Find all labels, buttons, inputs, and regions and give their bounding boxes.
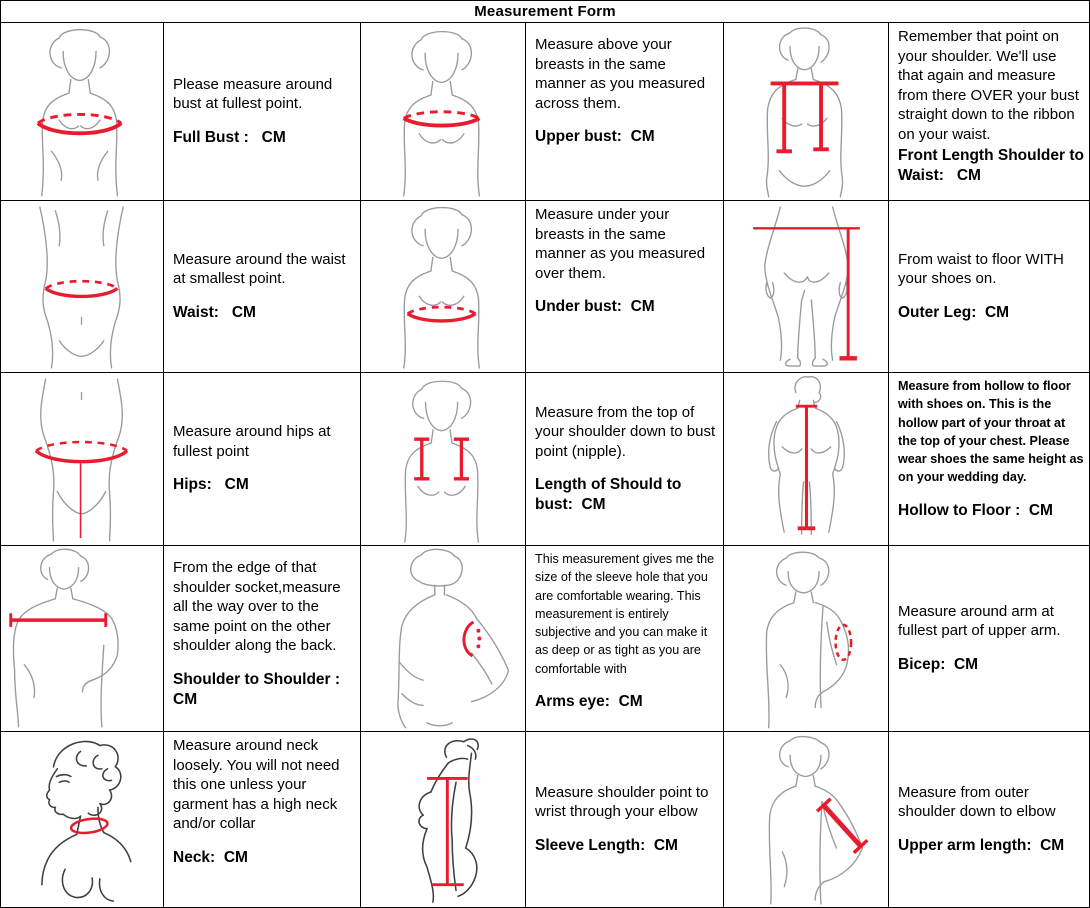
- waist-label: Waist: CM: [173, 303, 256, 321]
- front-length-label: Front Length Shoulder to Waist: CM: [898, 147, 1089, 185]
- cell-outer-leg-figure: [724, 201, 889, 373]
- page-title: Measurement Form: [1, 1, 1090, 23]
- cell-shoulder-to-bust-text: [526, 373, 724, 546]
- cell-arms-eye-text: [526, 546, 724, 732]
- hollow-to-floor-instruction: Measure from hollow to floor with shoes on. This is the hollow part of your throat at the top of your chest. Please wear shoes the same height as on your wedding day.: [898, 379, 1084, 485]
- arms-eye-label: Arms eye: CM: [535, 692, 643, 710]
- front-length-instruction: Remember that point on your shoulder. We'll use that again and measure from there OVER your bust straight down to the ribbon on your waist.: [898, 28, 1079, 143]
- upper-arm-length-label: Upper arm length: CM: [898, 836, 1065, 854]
- length-shoulder-to-bust-figure: [363, 375, 523, 543]
- hips-figure: [3, 375, 161, 543]
- upper-bust-label: Upper bust: CM: [535, 128, 655, 145]
- upper-arm-length-figure: [726, 734, 886, 905]
- cell-shoulder-to-shoulder-text: [164, 546, 361, 732]
- under-bust-figure: [363, 203, 523, 370]
- cell-arms-eye-figure: [361, 546, 526, 732]
- upper-bust-instruction: Measure above your breasts in the same manner as you measured across them.: [535, 36, 706, 112]
- outer-leg-figure: [726, 203, 886, 370]
- upper-arm-length-instruction: Measure from outer shoulder down to elbow: [898, 783, 1056, 821]
- arms-eye-instruction: This measurement gives me the size of the sleeve hole that you are comfortable wearing. This measurement is entirely subjective and you can make it as deep or as tight as you are comfortable with: [535, 552, 715, 676]
- cell-upper-bust-text: [526, 23, 724, 201]
- bicep-figure: [726, 548, 886, 729]
- sleeve-length-label: Sleeve Length: CM: [535, 836, 678, 854]
- under-bust-instruction: Measure under your breasts in the same manner as you measured over them.: [535, 206, 706, 282]
- cell-under-bust-figure: [361, 201, 526, 373]
- waist-instruction: Measure around the waist at smallest point.: [173, 250, 346, 288]
- hips-instruction: Measure around hips at fullest point: [173, 423, 331, 460]
- cell-shoulder-to-shoulder-figure: [1, 546, 164, 732]
- cell-outer-leg-text: [889, 201, 1090, 373]
- cell-neck-figure: [1, 732, 164, 908]
- cell-hips-text: [164, 373, 361, 546]
- cell-upper-arm-length-text: [889, 732, 1090, 908]
- front-length-shoulder-to-waist-figure: [726, 25, 886, 198]
- cell-front-length-figure: [724, 23, 889, 201]
- cell-under-bust-text: [526, 201, 724, 373]
- cell-front-length-text: [889, 23, 1090, 201]
- upper-bust-figure: [363, 25, 523, 198]
- shoulder-to-bust-instruction: Measure from the top of your shoulder down to bust point (nipple).: [535, 403, 716, 460]
- sleeve-length-figure: [363, 734, 523, 905]
- hollow-to-floor-label: Hollow to Floor : CM: [898, 501, 1053, 519]
- hips-label: Hips: CM: [173, 476, 249, 494]
- outer-leg-instruction: From waist to floor WITH your shoes on.: [898, 250, 1064, 288]
- under-bust-label: Under bust: CM: [535, 298, 655, 315]
- shoulder-to-shoulder-label: Shoulder to Shoulder : CM: [173, 670, 345, 708]
- cell-sleeve-length-figure: [361, 732, 526, 908]
- cell-hollow-to-floor-figure: [724, 373, 889, 546]
- neck-label: Neck: CM: [173, 848, 248, 866]
- bicep-instruction: Measure around arm at fullest part of upper arm.: [898, 602, 1061, 640]
- bicep-label: Bicep: CM: [898, 655, 979, 673]
- cell-sleeve-length-text: [526, 732, 724, 908]
- cell-hips-figure: [1, 373, 164, 546]
- neck-instruction: Measure around neck loosely. You will not need this one unless your garment has a high neck and/or collar: [173, 737, 340, 832]
- shoulder-to-shoulder-instruction: From the edge of that shoulder socket,measure all the way over to the same point on the other shoulder along the back.: [173, 559, 341, 654]
- cell-shoulder-to-bust-figure: [361, 373, 526, 546]
- full-bust-figure: [3, 25, 161, 198]
- cell-neck-text: [164, 732, 361, 908]
- cell-full-bust-text: [164, 23, 361, 201]
- outer-leg-label: Outer Leg: CM: [898, 303, 1010, 321]
- cell-full-bust-figure: [1, 23, 164, 201]
- shoulder-to-bust-label: Length of Should to bust: CM: [535, 476, 686, 514]
- arms-eye-figure: [363, 548, 523, 729]
- cell-bicep-text: [889, 546, 1090, 732]
- shoulder-to-shoulder-figure: [3, 548, 161, 729]
- full-bust-label: Full Bust : CM: [173, 128, 286, 146]
- sleeve-length-instruction: Measure shoulder point to wrist through your elbow: [535, 783, 709, 821]
- cell-hollow-to-floor-text: [889, 373, 1090, 546]
- cell-waist-text: [164, 201, 361, 373]
- cell-upper-arm-length-figure: [724, 732, 889, 908]
- cell-bicep-figure: [724, 546, 889, 732]
- hollow-to-floor-figure: [726, 375, 886, 543]
- cell-waist-figure: [1, 201, 164, 373]
- neck-figure: [3, 734, 161, 905]
- waist-figure: [3, 203, 161, 370]
- full-bust-instruction: Please measure around bust at fullest point.: [173, 75, 333, 113]
- cell-upper-bust-figure: [361, 23, 526, 201]
